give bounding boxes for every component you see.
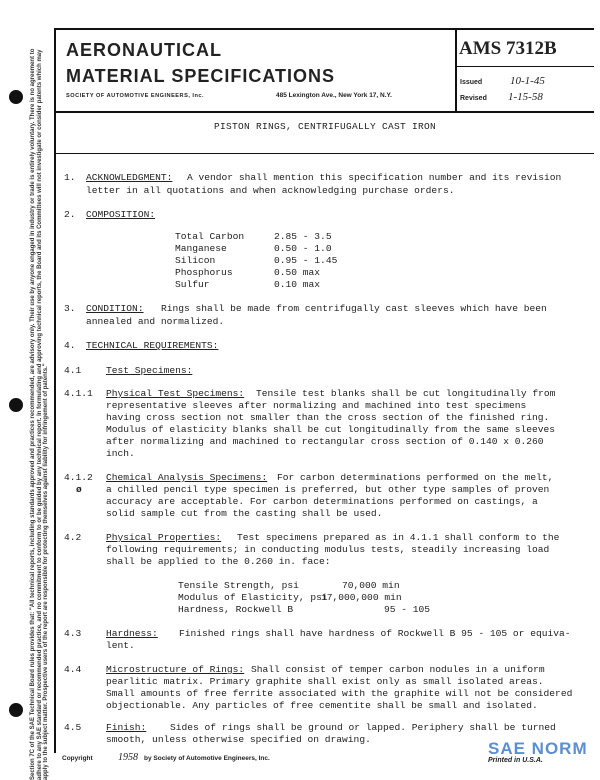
section-2-heading: COMPOSITION: (86, 209, 156, 220)
section-4-1-2-text: a chilled pencil type specimen is preferred, but other type samples of proven (106, 484, 550, 495)
revised-date: 1-15-58 (508, 91, 543, 103)
section-4-4-text: objectionable. Any particles of free cementite shall be small and isolated. (106, 700, 538, 711)
section-4-4-text: Small amounts of free ferrite associated with the graphite will not be considered (106, 688, 573, 699)
composition-value: 0.50 - 1.0 (274, 243, 332, 254)
composition-value: 0.95 - 1.45 (274, 255, 338, 266)
section-3-number: 3. (64, 303, 76, 314)
revision-mark: ø (76, 484, 82, 495)
section-4-2-text: Test specimens prepared as in 4.1.1 shall conform to the (237, 532, 560, 543)
composition-element: Phosphorus (175, 267, 233, 278)
section-4-1-1-number: 4.1.1 (64, 388, 93, 399)
property-value: 95 - 105 (384, 604, 431, 615)
document-title: PISTON RINGS, CENTRIFUGALLY CAST IRON (214, 121, 437, 132)
property-value: 70,000 min (342, 580, 400, 591)
property-name: Modulus of Elasticity, psi (178, 592, 328, 603)
section-4-1-2-text: solid sample cut from the casting shall be used. (106, 508, 383, 519)
section-4-5-number: 4.5 (64, 722, 82, 733)
watermark-logo: SAE NORM (488, 739, 588, 758)
punch-hole-bottom (9, 703, 23, 717)
ams-box-left (455, 28, 457, 112)
section-4-5-text: Sides of rings shall be ground or lapped. Periphery shall be turned (170, 722, 556, 733)
section-4-5-text: smooth, unless otherwise specified on drawing. (106, 734, 371, 745)
section-1-text: A vendor shall mention this specification number and its revision (187, 172, 562, 183)
issued-label: Issued (460, 79, 483, 86)
section-1-heading: ACKNOWLEDGMENT: (86, 172, 173, 183)
section-4-heading: TECHNICAL REQUIREMENTS: (86, 340, 219, 351)
section-4-1-number: 4.1 (64, 365, 82, 376)
section-4-3-heading: Hardness: (106, 628, 158, 639)
top-border (54, 28, 594, 30)
section-4-1-2-text: For carbon determinations performed on the melt, (277, 472, 554, 483)
society-address: 485 Lexington Ave., New York 17, N.Y. (276, 92, 392, 99)
section-4-4-text: pearlitic matrix. Primary graphite shall exist only as small isolated areas. (106, 676, 544, 687)
section-4-1-1-heading: Physical Test Specimens: (106, 388, 245, 399)
section-4-4-number: 4.4 (64, 664, 82, 675)
section-4-1-1-text: Tensile test blanks shall be cut longitudinally from (256, 388, 556, 399)
section-4-2-text: following requirements; in conducting modulus tests, steadily increasing load (106, 544, 550, 555)
footer-year: 1958 (118, 752, 138, 763)
section-4-1-1-text: Modulus of elasticity blanks shall be cut longitudinally from the same sleeves (106, 424, 556, 435)
society-name: SOCIETY OF AUTOMOTIVE ENGINEERS, Inc. (66, 93, 205, 99)
title-rule (54, 153, 594, 154)
composition-value: 2.85 - 3.5 (274, 231, 332, 242)
section-1-text: letter in all quotations and when acknowledging purchase orders. (86, 185, 455, 196)
composition-element: Total Carbon (175, 231, 245, 242)
header-title-line2: MATERIAL SPECIFICATIONS (66, 66, 336, 86)
footer-printed: Printed in U.S.A. (488, 757, 543, 764)
section-4-number: 4. (64, 340, 76, 351)
composition-element: Silicon (175, 255, 216, 266)
header-title-line1: AERONAUTICAL (66, 40, 222, 60)
ams-number: AMS 7312B (459, 38, 557, 59)
section-4-1-2-heading: Chemical Analysis Specimens: (106, 472, 268, 483)
ams-box-divider (455, 66, 594, 67)
section-4-1-1-text: representative sleeves after normalizing and machined into test specimens (106, 400, 527, 411)
section-1-number: 1. (64, 172, 76, 183)
section-3-text: annealed and normalized. (86, 316, 225, 327)
section-2-number: 2. (64, 209, 76, 220)
footer-copyright-label: Copyright (62, 755, 93, 762)
section-4-2-number: 4.2 (64, 532, 82, 543)
section-4-3-text: lent. (106, 640, 135, 651)
issued-date: 10-1-45 (510, 75, 545, 87)
section-4-1-1-text: after normalizing and machined to rectangular cross section of 0.140 x 0.260 (106, 436, 544, 447)
footer-publisher: by Society of Automotive Engineers, Inc. (144, 755, 270, 762)
property-value: 17,000,000 min (321, 592, 402, 603)
section-3-heading: CONDITION: (86, 303, 144, 314)
header-bottom-rule (54, 111, 594, 113)
section-3-text: Rings shall be made from centrifugally cast sleeves which have been (161, 303, 547, 314)
composition-value: 0.10 max (274, 279, 321, 290)
section-4-1-1-text: having cross section not smaller than the cross section of the finished ring. (106, 412, 550, 423)
section-4-4-text: Shall consist of temper carbon nodules in a uniform (251, 664, 545, 675)
legal-side-note: Section 7C of the SAE Technical Board rules provides that: "All technical reports, including standards approved and practices recommended, are advisory only. Their use by anyone engaged in industry or trade is entirely voluntary. There is no agreement to adhere to any SAE standard or recommended practice, and no commitment to conform to or be guided by any technical report. In formulating and approving technical reports, the Board and its Committees will not investigate or consider patents which may apply to the subject matter. Prospective users of the report are responsible for protecting themselves against liability for infringement of patents." (30, 48, 49, 780)
section-4-4-heading: Microstructure of Rings: (106, 664, 245, 675)
section-4-2-heading: Physical Properties: (106, 532, 222, 543)
section-4-3-text: Finished rings shall have hardness of Rockwell B 95 - 105 or equiva- (179, 628, 571, 639)
section-4-1-2-number: 4.1.2 (64, 472, 93, 483)
composition-element: Manganese (175, 243, 227, 254)
section-4-5-heading: Finish: (106, 722, 147, 733)
composition-value: 0.50 max (274, 267, 321, 278)
section-4-3-number: 4.3 (64, 628, 82, 639)
section-4-1-1-text: inch. (106, 448, 135, 459)
composition-element: Sulfur (175, 279, 210, 290)
property-name: Hardness, Rockwell B (178, 604, 294, 615)
section-4-1-2-text: accuracy are acceptable. For carbon determinations performed on castings, a (106, 496, 538, 507)
property-name: Tensile Strength, psi (178, 580, 299, 591)
revised-label: Revised (460, 95, 487, 102)
section-4-1-heading: Test Specimens: (106, 365, 193, 376)
left-border (54, 28, 56, 753)
punch-hole-middle (9, 398, 23, 412)
section-4-2-text: shall be applied to the 0.260 in. face: (106, 556, 331, 567)
punch-hole-top (9, 90, 23, 104)
